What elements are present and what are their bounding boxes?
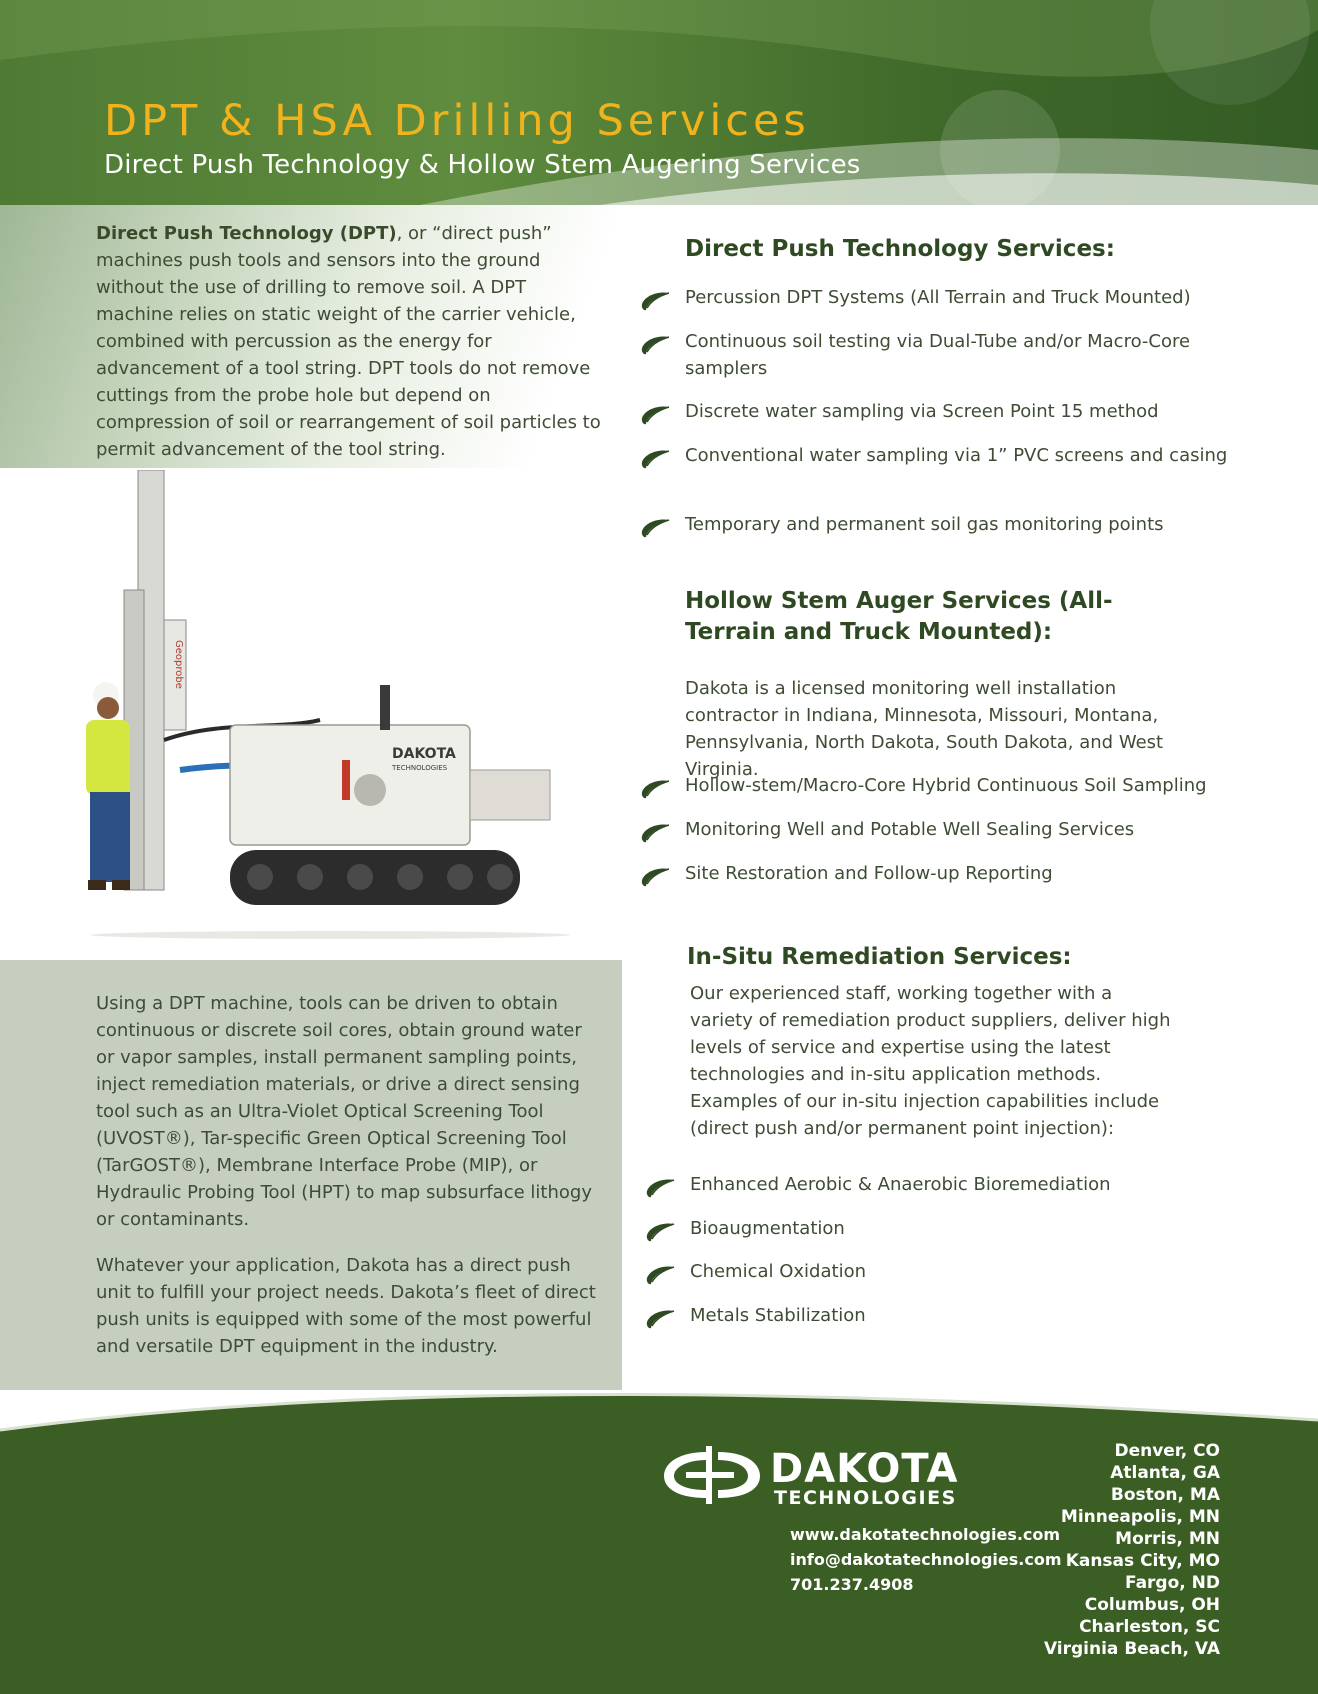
rig-badge-sub: TECHNOLOGIES: [392, 764, 448, 772]
swoosh-check-icon: [641, 334, 671, 356]
dpt-services-section: [685, 234, 1115, 265]
mast-label: Geoprobe: [173, 640, 184, 689]
swoosh-check-icon: [641, 517, 671, 539]
list-item: Boston, MA: [1110, 1485, 1220, 1505]
list-item: Percussion DPT Systems (All Terrain and Truck Mounted): [685, 284, 1245, 311]
email-link[interactable]: info@dakotatechnologies.com: [790, 1550, 1062, 1569]
header-banner: [0, 0, 1318, 205]
intro-lead: Direct Push Technology (DPT): [96, 223, 397, 244]
fleet-paragraph: Whatever your application, Dakota has a direct push unit to fulfill your project needs. Dakota’s fleet of direct push units is equipped with some of the most powerful and versatile DPT equipment in the industry.: [96, 1255, 596, 1357]
list-item: Metals Stabilization: [690, 1302, 1250, 1329]
dakota-logo-mark: [664, 1446, 760, 1504]
list-item: Chemical Oxidation: [690, 1258, 1250, 1285]
worker-figure: [86, 682, 130, 890]
list-item: Temporary and permanent soil gas monitoring points: [685, 511, 1245, 538]
rig-dakota-badge: [391, 746, 456, 772]
hsa-services-section: [685, 586, 1115, 648]
swoosh-check-icon: [646, 1308, 676, 1330]
insitu-intro-paragraph: Our experienced staff, working together with a variety of remediation product suppliers, deliver high levels of service and expertise using the latest technologies and in-situ application methods. Examples of our in-situ injection capabilities include (direct push and/or permanent point injection):: [690, 983, 1171, 1139]
swoosh-check-icon: [646, 1221, 676, 1243]
list-item: Virginia Beach, VA: [1043, 1639, 1220, 1659]
insitu-intro-block: [690, 980, 1180, 1142]
swoosh-check-icon: [646, 1264, 676, 1286]
logo-name: DAKOTA: [770, 1446, 959, 1492]
drill-rig-photo: [80, 470, 580, 940]
swoosh-check-icon: [641, 404, 671, 426]
rig-badge-brand: DAKOTA: [392, 746, 456, 762]
list-item: Discrete water sampling via Screen Point 15 method: [685, 398, 1245, 425]
page-subtitle: Direct Push Technology & Hollow Stem Augering Services: [104, 150, 861, 180]
swoosh-check-icon: [641, 866, 671, 888]
list-item: Hollow-stem/Macro-Core Hybrid Continuous Soil Sampling: [685, 772, 1245, 799]
list-item: Denver, CO: [1114, 1441, 1220, 1461]
hsa-intro-block: [685, 675, 1215, 783]
swoosh-check-icon: [646, 1177, 676, 1199]
office-locations: [1044, 1440, 1220, 1660]
website-link[interactable]: www.dakotatechnologies.com: [790, 1525, 1061, 1544]
page-title: DPT & HSA Drilling Services: [104, 96, 810, 146]
swoosh-check-icon: [641, 448, 671, 470]
list-item: Charleston, SC: [1079, 1617, 1220, 1637]
intro-paragraph: [96, 220, 608, 463]
list-item: Conventional water sampling via 1” PVC screens and casing: [685, 442, 1245, 469]
swoosh-check-icon: [641, 290, 671, 312]
dpt-services-heading: Direct Push Technology Services:: [685, 236, 1115, 262]
hsa-intro-paragraph: Dakota is a licensed monitoring well installation contractor in Indiana, Minnesota, Missouri, Montana, Pennsylvania, North Dakota, South Dakota, and West Virginia.: [685, 678, 1164, 780]
intro-body: , or “direct push” machines push tools and sensors into the ground without the use of drilling to remove soil. A DPT machine relies on static weight of the carrier vehicle, combined with percussion as the energy for advancement of a tool string. DPT tools do not remove cuttings from the probe hole but depend on compression of soil or rearrangement of soil particles to permit advancement of the tool string.: [96, 223, 601, 460]
list-item: Morris, MN: [1115, 1529, 1220, 1549]
swoosh-check-icon: [641, 822, 671, 844]
list-item: Bioaugmentation: [690, 1215, 1250, 1242]
list-item: Kansas City, MO: [1065, 1551, 1220, 1571]
hsa-services-heading: Hollow Stem Auger Services (All-Terrain and Truck Mounted):: [685, 588, 1113, 645]
list-item: Monitoring Well and Potable Well Sealing Services: [685, 816, 1245, 843]
insitu-services-heading: In-Situ Remediation Services:: [687, 944, 1072, 970]
list-item: Enhanced Aerobic & Anaerobic Bioremediation: [690, 1171, 1250, 1198]
dpt-uses-paragraph: Using a DPT machine, tools can be driven to obtain continuous or discrete soil cores, obtain ground water or vapor samples, install permanent sampling points, inject remediation materials, or drive a direct sensing tool such as an Ultra-Violet Optical Screening Tool (UVOST®), Tar-specific Green Optical Screening Tool (TarGOST®), Membrane Interface Probe (MIP), or Hydraulic Probing Tool (HPT) to map subsurface lithogy or contaminants.: [96, 993, 592, 1230]
list-item: Atlanta, GA: [1110, 1463, 1220, 1483]
list-item: Continuous soil testing via Dual-Tube and/or Macro-Core samplers: [685, 328, 1245, 382]
contact-block: [790, 1522, 1062, 1597]
list-item: Fargo, ND: [1124, 1573, 1220, 1593]
swoosh-check-icon: [641, 778, 671, 800]
dakota-logo: [656, 1440, 1046, 1510]
logo-sub: TECHNOLOGIES: [774, 1487, 957, 1509]
list-item: Site Restoration and Follow-up Reporting: [685, 860, 1245, 887]
list-item: Minneapolis, MN: [1060, 1507, 1220, 1527]
phone-number: 701.237.4908: [790, 1575, 914, 1594]
insitu-services-section: [687, 942, 1072, 973]
list-item: Columbus, OH: [1084, 1595, 1220, 1615]
